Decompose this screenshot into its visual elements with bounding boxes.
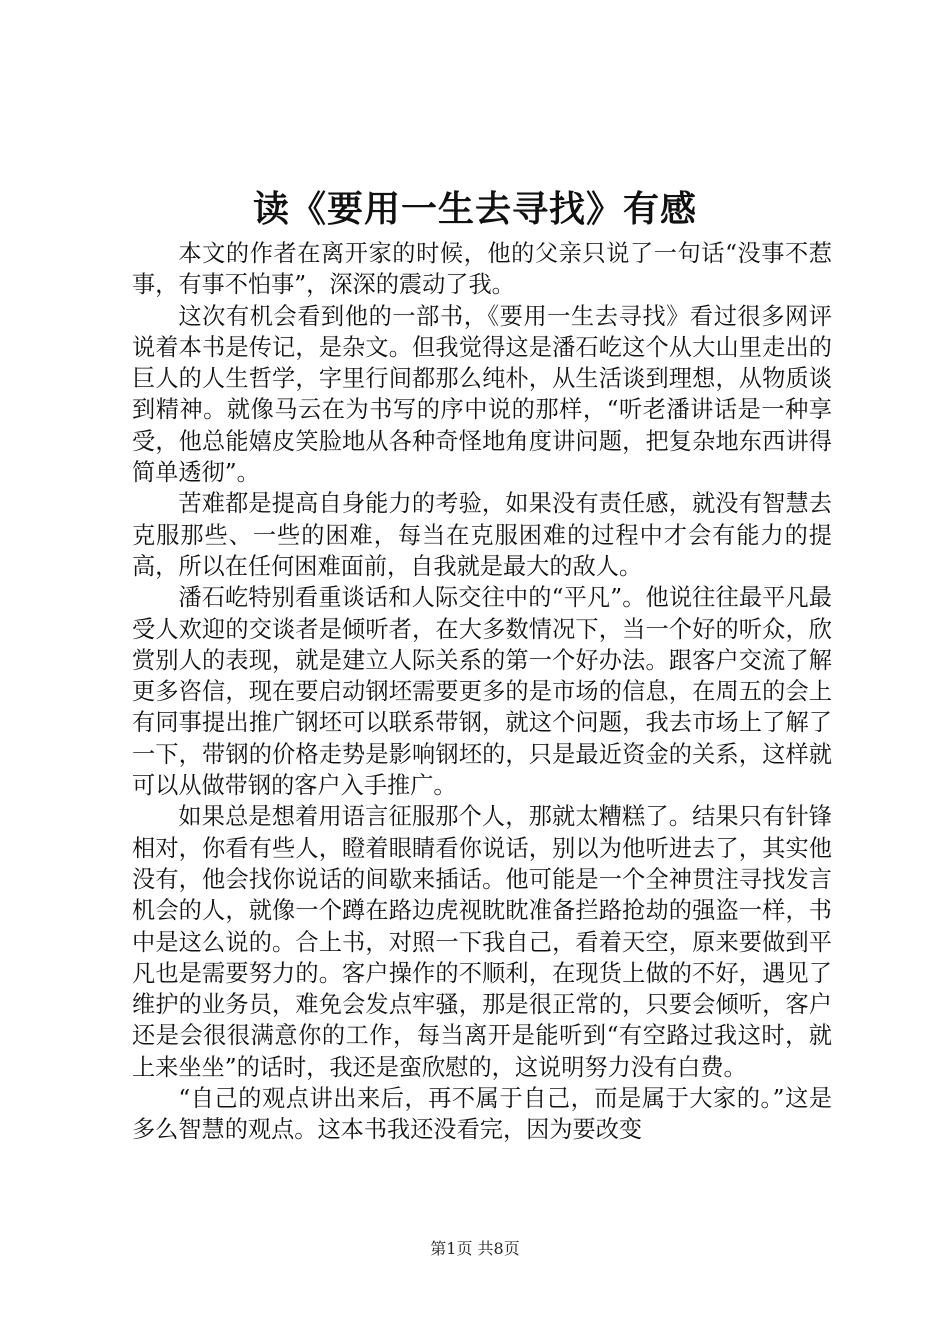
page-number-footer: 第1页 共8页 [430, 1239, 520, 1258]
paragraph: 这次有机会看到他的一部书，《要用一生去寻找》看过很多网评说着本书是传记，是杂文。但我觉得这是潘石屹这个从大山里走出的巨人的人生哲学，字里行间都那么纯朴，从生活谈到理想，从物质谈到精神。就像马云在为书写的序中说的那样，“听老潘讲话是一种享受，他总能嬉皮笑脸地从各种奇怪地角度讲问题，把复杂地东西讲得简单透彻”。 [132, 302, 832, 487]
document-body [132, 238, 832, 1146]
paragraph: 本文的作者在离开家的时候，他的父亲只说了一句话“没事不惹事，有事不怕事”，深深的震动了我。 [132, 240, 832, 299]
paragraph: 如果总是想着用语言征服那个人，那就太糟糕了。结果只有针锋相对，你看有些人，瞪着眼睛看你说话，别以为他听进去了，其实他没有，他会找你说话的间歇来插话。他可能是一个全神贯注寻找发言机会的人，就像一个蹲在路边虎视眈眈准备拦路抢劫的强盗一样，书中是这么说的。合上书，对照一下我自己，看着天空，原来要做到平凡也是需要努力的。客户操作的不顺利，在现货上做的不好，遇见了维护的业务员，难免会发点牢骚，那是很正常的，只要会倾听，客户还是会很很满意你的工作，每当离开是能听到“有空路过我这时，就上来坐坐”的话时，我还是蛮欣慰的，这说明努力没有白费。 [132, 803, 832, 1081]
paragraph: 苦难都是提高自身能力的考验，如果没有责任感，就没有智慧去克服那些、一些的困难，每当在克服困难的过程中才会有能力的提高，所以在任何困难面前，自我就是最大的敌人。 [132, 490, 832, 580]
document-title: 读《要用一生去寻找》有感 [252, 188, 697, 230]
paragraph: 潘石屹特别看重谈话和人际交往中的“平凡”。他说往往最平凡最受人欢迎的交谈者是倾听者，在大多数情况下，当一个好的听众，欣赏别人的表现，就是建立人际关系的第一个好办法。跟客户交流了解更多咨信，现在要启动钢坯需要更多的是市场的信息，在周五的会上有同事提出推广钢坯可以联系带钢，就这个问题，我去市场上了解了一下，带钢的价格走势是影响钢坯的，只是最近资金的关系，这样就可以从做带钢的客户入手推广。 [132, 584, 832, 800]
paragraph: “自己的观点讲出来后，再不属于自己，而是属于大家的。”这是多么智慧的观点。这本书我还没看完，因为要改变 [132, 1085, 832, 1144]
